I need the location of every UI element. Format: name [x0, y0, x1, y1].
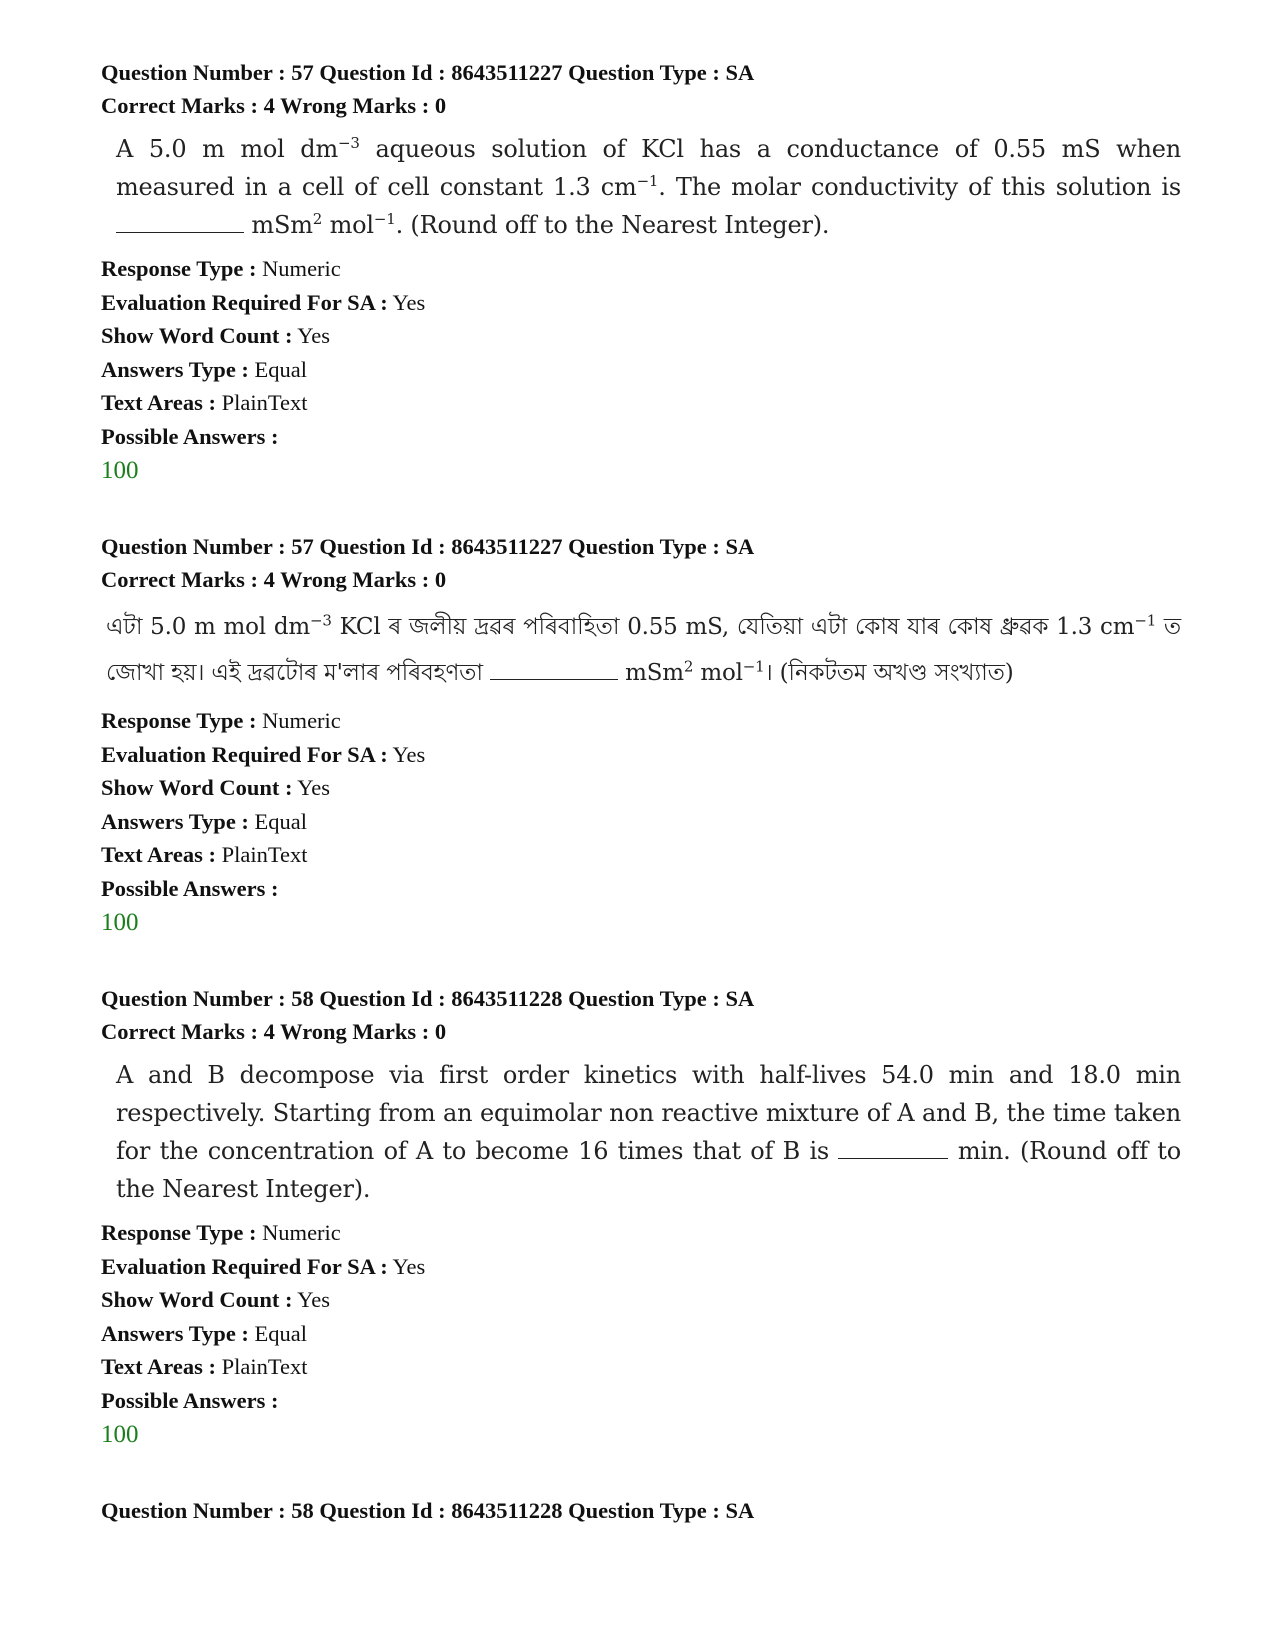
- show-word-count: Show Word Count : Yes: [101, 775, 331, 800]
- answer-blank: [116, 231, 244, 233]
- show-word-count: Show Word Count : Yes: [101, 323, 331, 348]
- text-areas: Text Areas : PlainText: [101, 1354, 308, 1379]
- possible-answer-value: 100: [101, 1421, 139, 1448]
- question-stem: A and B decompose via first order kinetics with half-lives 54.0 min and 18.0 min respectively. Starting from an equimolar non reactive mixture of A and B, the time taken for the concentration of A to become 16 times that of B is min. (Round off to the Nearest Integer).: [116, 1061, 1181, 1203]
- answers-type: Answers Type : Equal: [101, 808, 308, 834]
- question-stem: A 5.0 m mol $dm^{-3}$ aqueous solution of KCl has a conductance of 0.55 mS when measured in a cell of cell constant 1.3 $cm^{-1}$. The molar conductivity of this solution is mSm$^2$ mol$^{-1}$. (Round off to the Nearest Integer).: [116, 134, 1182, 239]
- question-block-58-assamese: [101, 1494, 1191, 1527]
- question-header: Question Number : 58 Question Id : 8643511228 Question Type : SA: [101, 1498, 755, 1523]
- evaluation-required: Evaluation Required For SA : Yes: [101, 741, 426, 767]
- question-stem: এটা 5.0 m mol $dm^{-3}$ KCl ৰ জলীয় দ্ৰৱৰ পৰিবাহিতা 0.55 mS, যেতিয়া এটা কোষ যাৰ কোষ ধ্ৰুৱক 1.3 $cm^{-1}$ ত জোখা হয়। এই দ্ৰৱটোৰ ম'লাৰ পৰিবহণতা mSm$^2$ mol$^{-1}$। (নিকটতম অখণ্ড সংখ্যাত): [106, 611, 1181, 686]
- evaluation-required: Evaluation Required For SA : Yes: [101, 1253, 426, 1279]
- answer-blank: [838, 1157, 948, 1159]
- question-header: Question Number : 57 Question Id : 8643511227 Question Type : SA: [101, 534, 755, 559]
- question-paper: [101, 56, 1191, 1527]
- answers-type: Answers Type : Equal: [101, 356, 308, 382]
- possible-answers-label: Possible Answers :: [101, 423, 279, 449]
- question-block-57-english: [101, 56, 1191, 488]
- marks-line: Correct Marks : 4 Wrong Marks : 0: [101, 93, 447, 118]
- possible-answer-value: 100: [101, 909, 139, 936]
- response-type: Response Type : Numeric: [101, 1220, 341, 1245]
- response-type: Response Type : Numeric: [101, 708, 341, 733]
- question-header: Question Number : 57 Question Id : 8643511227 Question Type : SA: [101, 60, 755, 85]
- marks-line: Correct Marks : 4 Wrong Marks : 0: [101, 567, 447, 592]
- text-areas: Text Areas : PlainText: [101, 390, 308, 415]
- question-block-57-assamese: [101, 530, 1191, 940]
- show-word-count: Show Word Count : Yes: [101, 1287, 331, 1312]
- response-type: Response Type : Numeric: [101, 256, 341, 281]
- possible-answers-label: Possible Answers :: [101, 875, 279, 901]
- answers-type: Answers Type : Equal: [101, 1320, 308, 1346]
- text-areas: Text Areas : PlainText: [101, 842, 308, 867]
- marks-line: Correct Marks : 4 Wrong Marks : 0: [101, 1019, 447, 1044]
- possible-answer-value: 100: [101, 457, 139, 484]
- question-block-58-english: [101, 982, 1191, 1452]
- possible-answers-label: Possible Answers :: [101, 1387, 279, 1413]
- answer-blank: [490, 678, 618, 680]
- question-header: Question Number : 58 Question Id : 8643511228 Question Type : SA: [101, 986, 755, 1011]
- evaluation-required: Evaluation Required For SA : Yes: [101, 289, 426, 315]
